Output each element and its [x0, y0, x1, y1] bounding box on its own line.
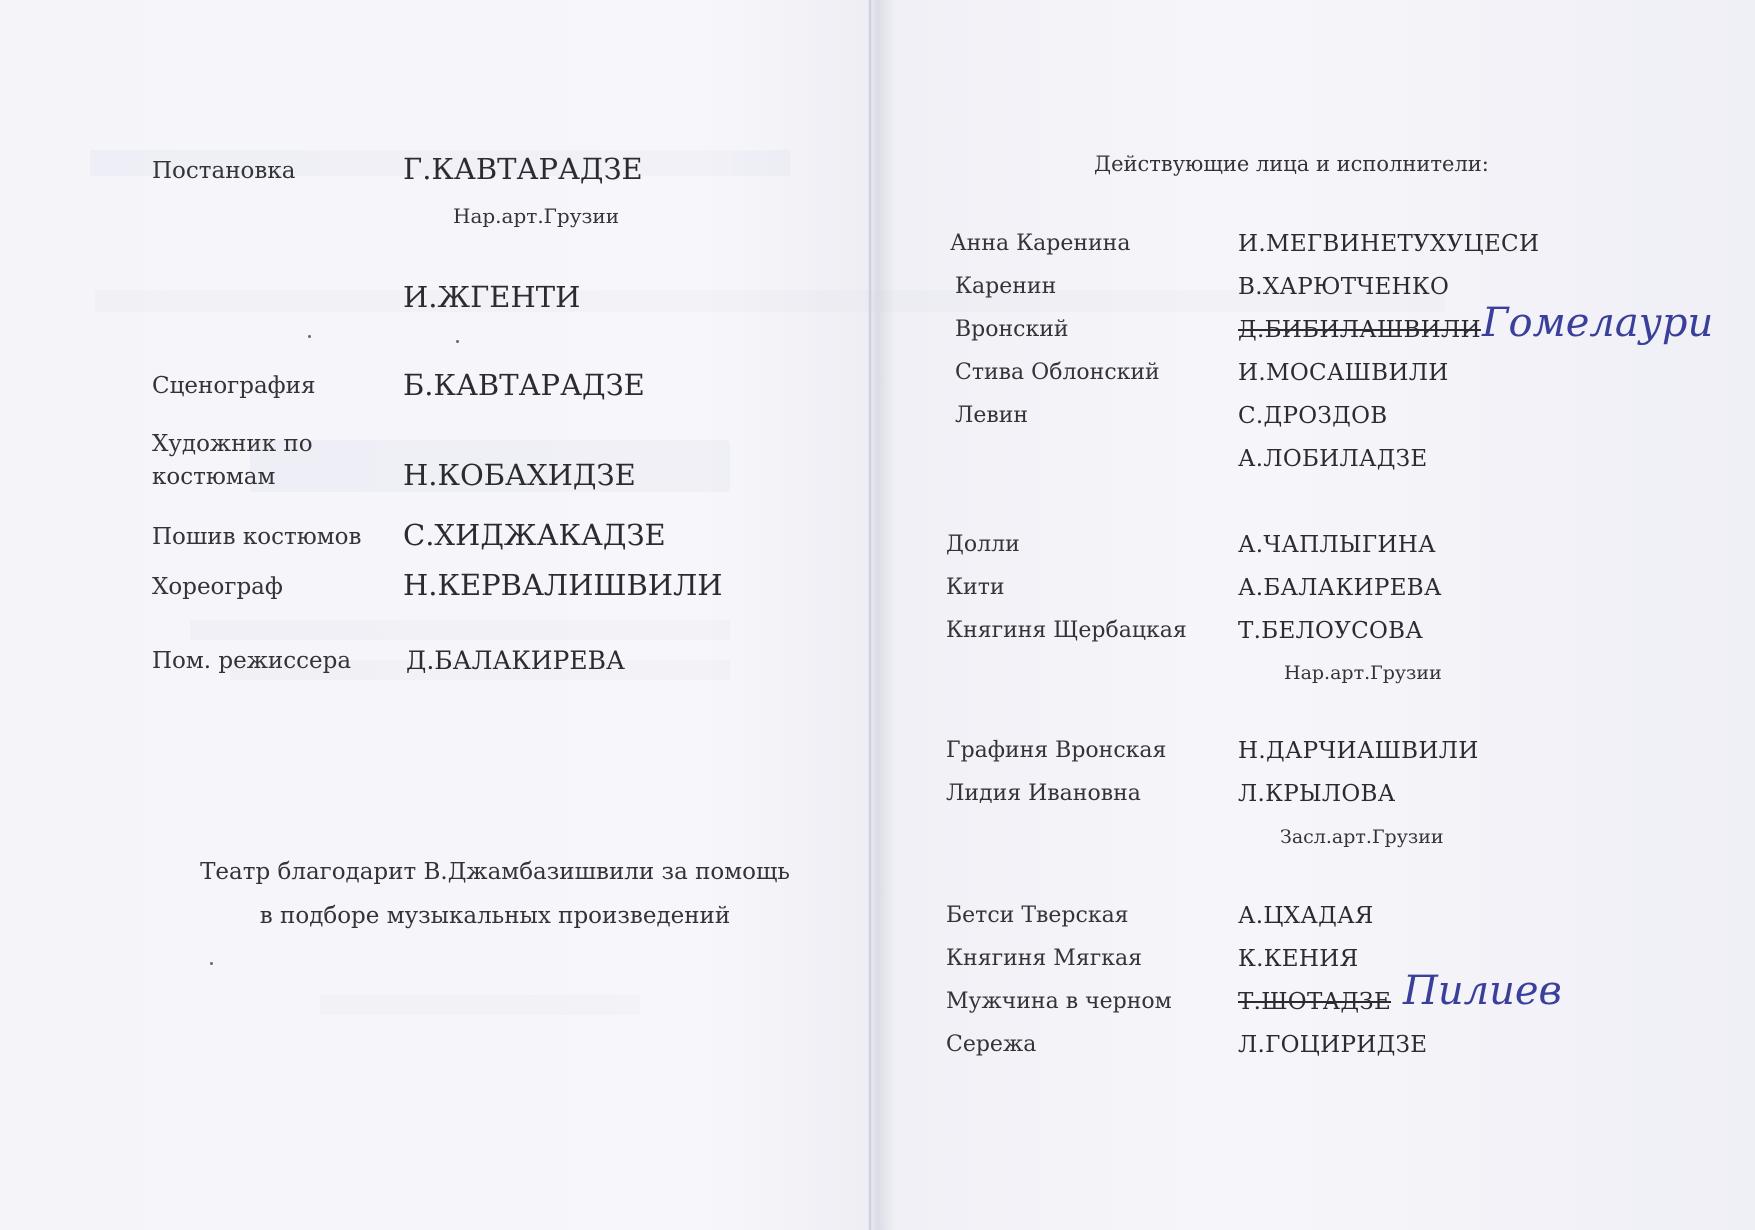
credit-note: Нар.арт.Грузии: [453, 204, 620, 228]
cast-actor: Т.БЕЛОУСОВА: [1238, 618, 1424, 644]
cast-actor-struck: Д.БИБИЛАШВИЛИ: [1238, 317, 1481, 343]
credit-label: Хореограф: [152, 574, 283, 600]
thanks-line: в подборе музыкальных произведений: [259, 903, 731, 929]
cast-actor: С.ДРОЗДОВ: [1238, 403, 1388, 429]
cast-role: Анна Каренина: [950, 231, 1131, 256]
print-dot: [308, 335, 311, 338]
cast-note: Засл.арт.Грузии: [1280, 826, 1444, 848]
credit-label: Пошив костюмов: [152, 524, 362, 550]
cast-role: Княгиня Щербацкая: [946, 618, 1187, 643]
cast-role: Левин: [955, 403, 1029, 428]
cast-role: Каренин: [955, 274, 1057, 299]
cast-role: Лидия Ивановна: [946, 781, 1141, 806]
cast-role: Графиня Вронская: [946, 738, 1167, 763]
credit-value: Д.БАЛАКИРЕВА: [406, 646, 625, 675]
cast-actor: Л.КРЫЛОВА: [1238, 781, 1396, 807]
cast-actor: А.ЛОБИЛАДЗЕ: [1238, 446, 1428, 472]
credit-label: костюмам: [152, 464, 276, 490]
cast-heading: Действующие лица и исполнители:: [1094, 152, 1489, 176]
print-dot: [456, 340, 459, 343]
print-dot: [210, 962, 213, 965]
cast-role: Стива Облонский: [955, 360, 1160, 385]
cast-role: Кити: [946, 575, 1005, 600]
cast-role: Княгиня Мягкая: [946, 946, 1142, 971]
credit-value: Б.КАВТАРАДЗЕ: [403, 368, 645, 402]
cast-actor: К.КЕНИЯ: [1238, 946, 1359, 972]
cast-actor-struck: Т.ШОТАДЗЕ: [1238, 989, 1392, 1015]
cast-role: Мужчина в черном: [946, 989, 1172, 1014]
cast-actor: И.МЕГВИНЕТУХУЦЕСИ: [1238, 231, 1540, 257]
cast-actor: А.ЧАПЛЫГИНА: [1238, 532, 1436, 558]
cast-note: Нар.арт.Грузии: [1284, 662, 1442, 684]
credit-value: Г.КАВТАРАДЗЕ: [403, 152, 643, 186]
credit-value: И.ЖГЕНТИ: [403, 280, 581, 314]
cast-role: Долли: [946, 532, 1020, 557]
cast-actor: И.МОСАШВИЛИ: [1238, 360, 1449, 386]
credit-value: Н.КЕРВАЛИШВИЛИ: [403, 568, 723, 602]
credit-value: Н.КОБАХИДЗЕ: [403, 458, 636, 492]
thanks-line: Театр благодарит В.Джамбазишвили за помощь: [200, 859, 790, 885]
cast-actor: А.БАЛАКИРЕВА: [1238, 575, 1442, 601]
cast-actor: Н.ДАРЧИАШВИЛИ: [1238, 738, 1479, 764]
cast-role: Вронский: [955, 317, 1069, 342]
cast-role: Бетси Тверская: [946, 903, 1129, 928]
cast-actor: Л.ГОЦИРИДЗЕ: [1238, 1032, 1428, 1058]
handwritten-replacement: Пилиев: [1403, 968, 1562, 1014]
cast-actor: В.ХАРЮТЧЕНКО: [1238, 274, 1450, 300]
handwritten-replacement: Гомелаури: [1482, 300, 1714, 346]
credit-label: Постановка: [152, 158, 296, 184]
cast-role: Сережа: [946, 1032, 1037, 1057]
credit-value: С.ХИДЖАКАДЗЕ: [403, 518, 666, 552]
credit-label: Сценография: [152, 373, 316, 399]
page-fold: [868, 0, 872, 1230]
cast-actor: А.ЦХАДАЯ: [1238, 903, 1374, 929]
credit-label: Пом. режиссера: [152, 648, 352, 674]
credit-label: Художник по: [152, 431, 313, 457]
